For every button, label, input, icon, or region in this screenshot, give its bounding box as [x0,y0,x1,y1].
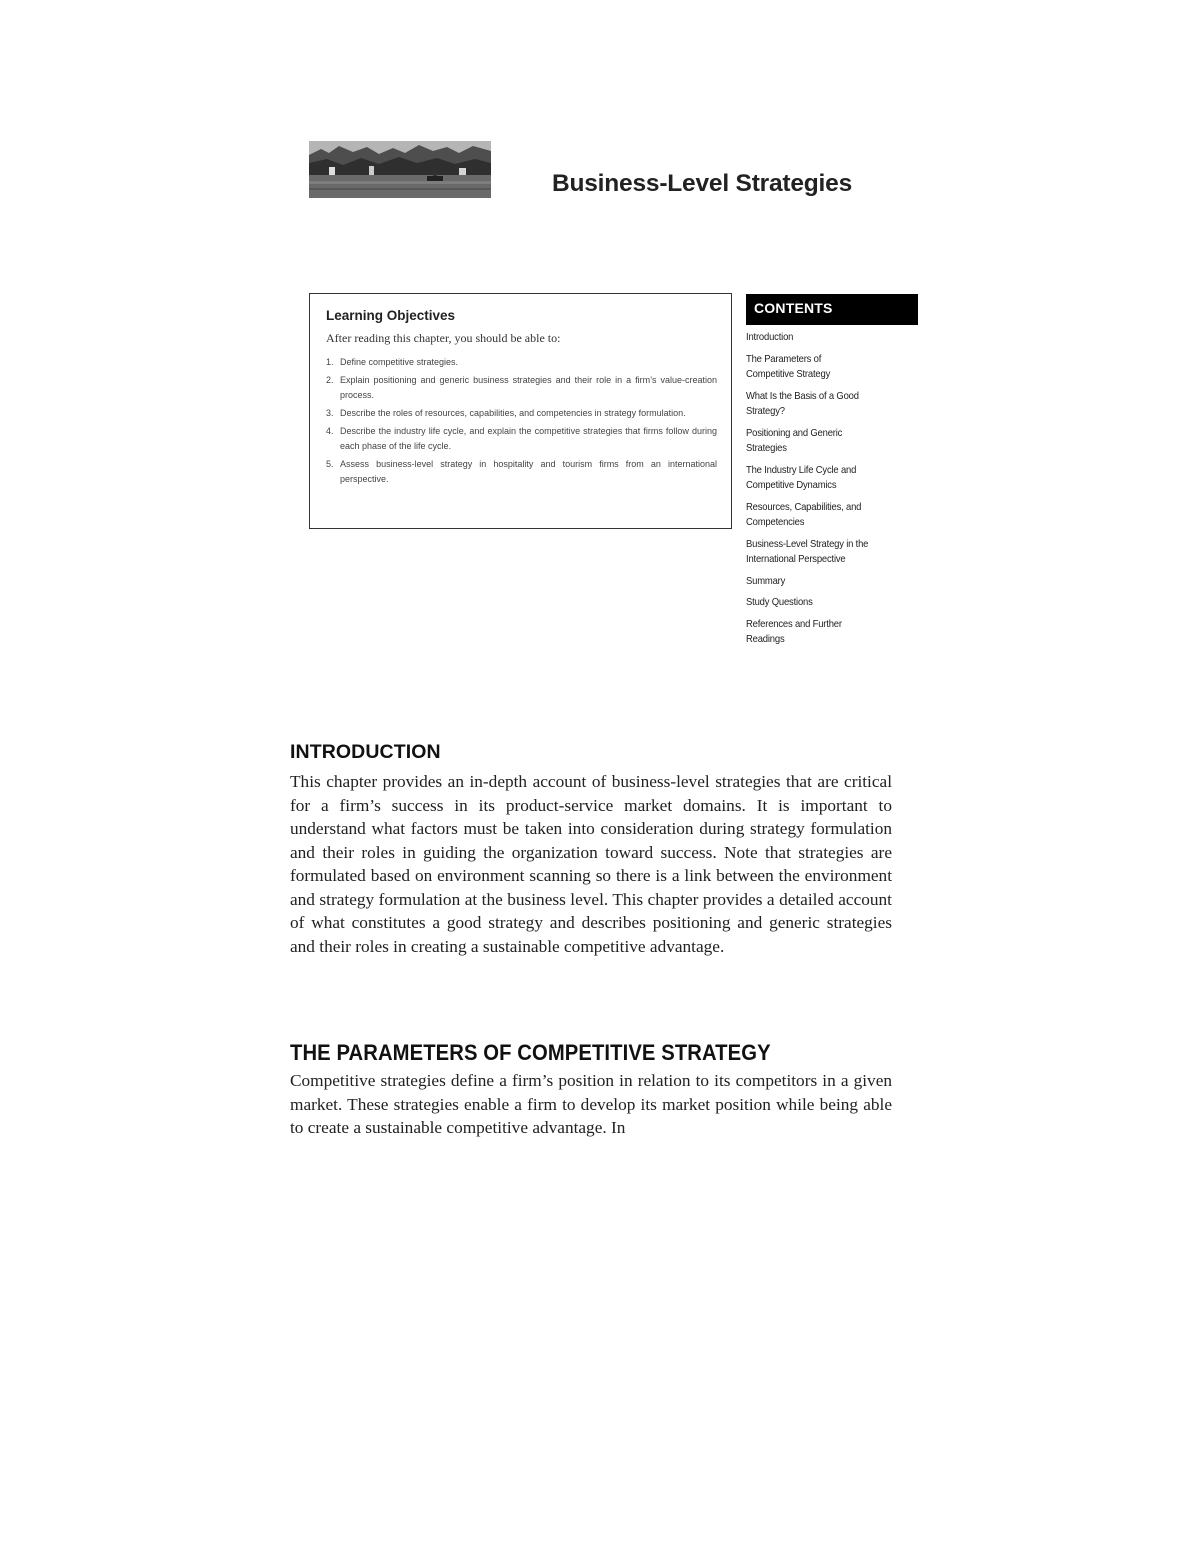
learning-objectives-box [309,293,732,529]
objective-number: 3. [326,408,334,418]
introduction-heading: INTRODUCTION [290,741,441,764]
chapter-title: Business-Level Strategies [552,170,853,197]
objective-number: 5. [326,459,334,469]
contents-item-study-questions[interactable]: Study Questions [746,596,813,608]
objective-number: 2. [326,375,334,385]
contents-list [746,330,871,648]
contents-item-positioning[interactable]: Positioning and Generic Strategies [746,426,843,454]
learning-objectives-intro: After reading this chapter, you should be able to: [326,331,561,345]
objective-item [326,373,717,403]
contents-item-life-cycle[interactable]: The Industry Life Cycle and Competitive Dynamics [746,463,857,491]
contents-item-references[interactable]: References and Further Readings [746,617,842,645]
objective-item [326,424,717,454]
objective-number: 1. [326,357,334,367]
objective-text: Describe the industry life cycle, and explain the competitive strategies that firms follow during each phase of the life cycle. [340,426,717,451]
objective-text: Describe the roles of resources, capabilities, and competencies in strategy formulation. [340,408,686,418]
contents-item-summary[interactable]: Summary [746,574,786,587]
contents-heading: CONTENTS [746,294,918,325]
contents-item-good-strategy[interactable]: What Is the Basis of a Good Strategy? [746,389,859,417]
objective-item [326,457,717,487]
harbor-photo-image [309,141,491,198]
learning-objectives-list [326,355,717,487]
objective-item [326,355,717,370]
chapter-header-photo [309,141,491,198]
objective-item [326,406,717,421]
objective-number: 4. [326,426,334,436]
objective-text: Explain positioning and generic business strategies and their role in a firm’s value-creation process. [340,375,717,400]
objective-text: Assess business-level strategy in hospitality and tourism firms from an international perspective. [340,459,717,484]
parameters-paragraph: Competitive strategies define a firm’s position in relation to its competitors in a given market. These strategies enable a firm to develop its market position while being able to create a sustainable competitive advantage. In [290,1071,892,1137]
introduction-paragraph: This chapter provides an in-depth account of business-level strategies that are critical for a firm’s success in its product-service market domains. It is important to understand what factors must be taken into consideration during strategy formulation and their roles in guiding the organization toward success. Note that strategies are formulated based on environment scanning so there is a link between the environment and strategy formulation at the business level. This chapter provides a detailed account of what constitutes a good strategy and describes positioning and generic strategies and their roles in creating a sustainable competitive advantage. [290,772,892,956]
contents-sidebar [746,294,918,654]
contents-item-resources[interactable]: Resources, Capabilities, and Competencies [746,500,862,528]
contents-item-international[interactable]: Business-Level Strategy in the International Perspective [746,537,869,565]
parameters-heading: THE PARAMETERS OF COMPETITIVE STRATEGY [290,1040,771,1066]
contents-item-parameters[interactable]: The Parameters of Competitive Strategy [746,352,831,380]
contents-item-introduction[interactable]: Introduction [746,331,794,343]
learning-objectives-heading: Learning Objectives [326,308,456,323]
objective-text: Define competitive strategies. [340,357,459,367]
